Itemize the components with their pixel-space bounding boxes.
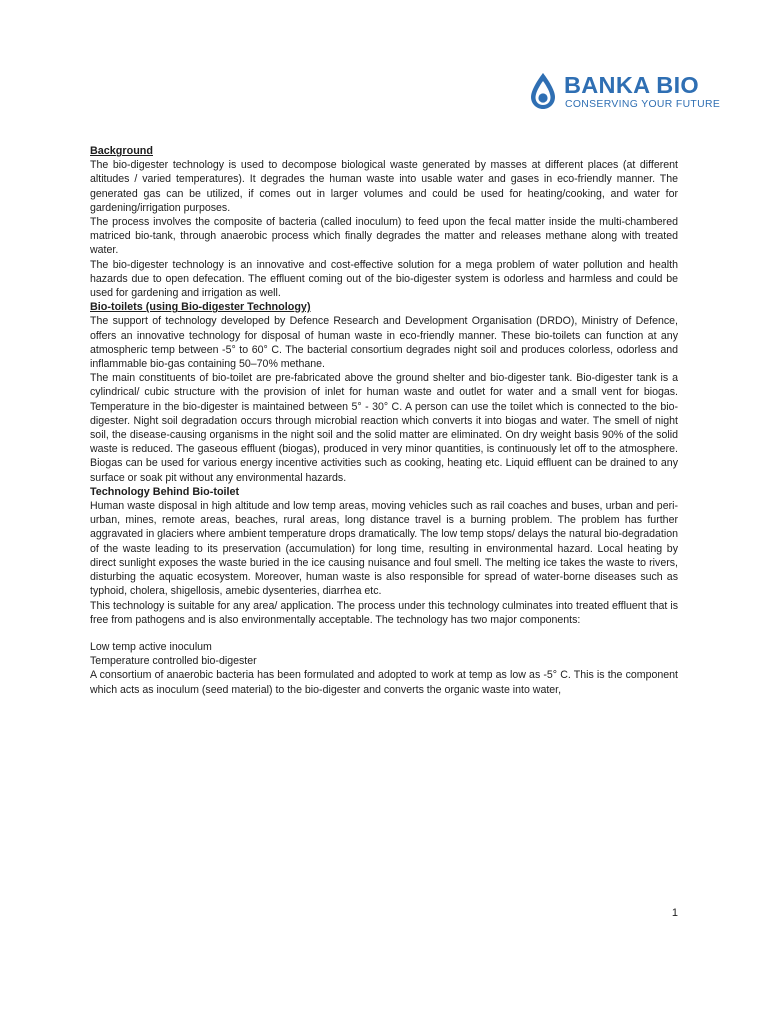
paragraph-technology-1: Human waste disposal in high altitude and low temp areas, moving vehicles such as rail coaches and buses, urban and peri-urban, mines, remote areas, beaches, rural areas, long distance travel is a burning problem. The problem has further aggravated in glaciers where ambient temperature drops dramatically. The low temp stops/ delays the natural bio-degradation of the waste leading to its preservation (accumulation) for long time, resulting in environmental hazard. Local heating by direct sunlight exposes the waste buried in the ice causing nuisance and foul smell. The melting ice takes the waste to rivers, disturbing the aquatic ecosystem. Moreover, human waste is also responsible for spread of water-borne diseases such as typhoid, cholera, shigellosis, amebic dysenteries, diarrhea etc. <box>90 500 678 598</box>
paragraph-technology-3: A consortium of anaerobic bacteria has been formulated and adopted to work at temp as low as -5° C. This is the component which acts as inoculum (seed material) to the bio-digester and converts the organic waste into water, <box>90 669 678 696</box>
list-item: Low temp active inoculum <box>90 640 212 653</box>
heading-background: Background <box>90 145 153 157</box>
banka-bio-logo <box>528 70 728 114</box>
logo-tagline: CONSERVING YOUR FUTURE <box>565 99 721 110</box>
paragraph-background-2: The process involves the composite of bacteria (called inoculum) to feed upon the fecal matter inside the multi-chambered matriced bio-tank, through anaerobic process which finally degrades the matter and releases methane along with treated water. <box>90 216 678 257</box>
paragraph-technology-2: This technology is suitable for any area/ application. The process under this technology culminates into treated effluent that is free from pathogens and is also environmentally acceptable. The technology has two major components: <box>90 599 678 626</box>
paragraph-bio-toilets-2: The main constituents of bio-toilet are pre-fabricated above the ground shelter and bio-digester tank. Bio-digester tank is a cylindrical/ cubic structure with the provision of inlet for human waste and outlet for water and a small vent for biogas. Temperature in the bio-digester is maintained between 5° - 30° C. A person can use the toilet which is connected to the bio-digester. Night soil degradation occurs through microbial reaction which converts it into biogas and water. The smell of night soil, the disease-causing organisms in the night soil and the solid matter are eliminated. On dry weight basis 90% of the solid waste is reduced. The gaseous effluent (biogas), produced in very minor quantities, is continuously let off to the atmosphere. Biogas can be used for various energy incentive activities such as cooking, heating etc. Liquid effluent can be drained to any surface or soak pit without any environmental hazards. <box>90 372 678 484</box>
paragraph-bio-toilets-1: The support of technology developed by Defence Research and Development Organisation (DRDO), Ministry of Defence, offers an innovative technology for disposal of human waste in eco-friendly manner. These bio-toilets can function at any atmospheric temp between -5° to 60° C. The bacterial consortium degrades night soil and produces colorless, odorless and inflammable bio-gas containing 50–70% methane. <box>90 315 678 371</box>
logo-brand-text: BANKA BIO <box>564 72 699 98</box>
heading-bio-toilets: Bio-toilets (using Bio-digester Technology) <box>90 301 311 314</box>
water-drop-icon <box>528 72 558 110</box>
paragraph-background-1: The bio-digester technology is used to decompose biological waste generated by masses at different places (at different altitudes / varied temperatures). It degrades the human waste into usable water and gases in eco-friendly manner. The generated gas can be utilized, if comes out in larger volumes and could be used for heating/cooking, and water for gardening/irrigation purposes. <box>90 159 678 214</box>
page-number: 1 <box>671 907 678 919</box>
paragraph-background-3: The bio-digester technology is an innovative and cost-effective solution for a mega problem of water pollution and health hazards due to open defecation. The effluent coming out of the bio-digester system is odorless and harmless and could be used for gardening and irrigation as well. <box>90 258 678 300</box>
document-body <box>90 144 678 697</box>
components-list <box>90 640 678 668</box>
heading-technology: Technology Behind Bio-toilet <box>90 485 240 498</box>
list-item: Temperature controlled bio-digester <box>90 655 257 668</box>
